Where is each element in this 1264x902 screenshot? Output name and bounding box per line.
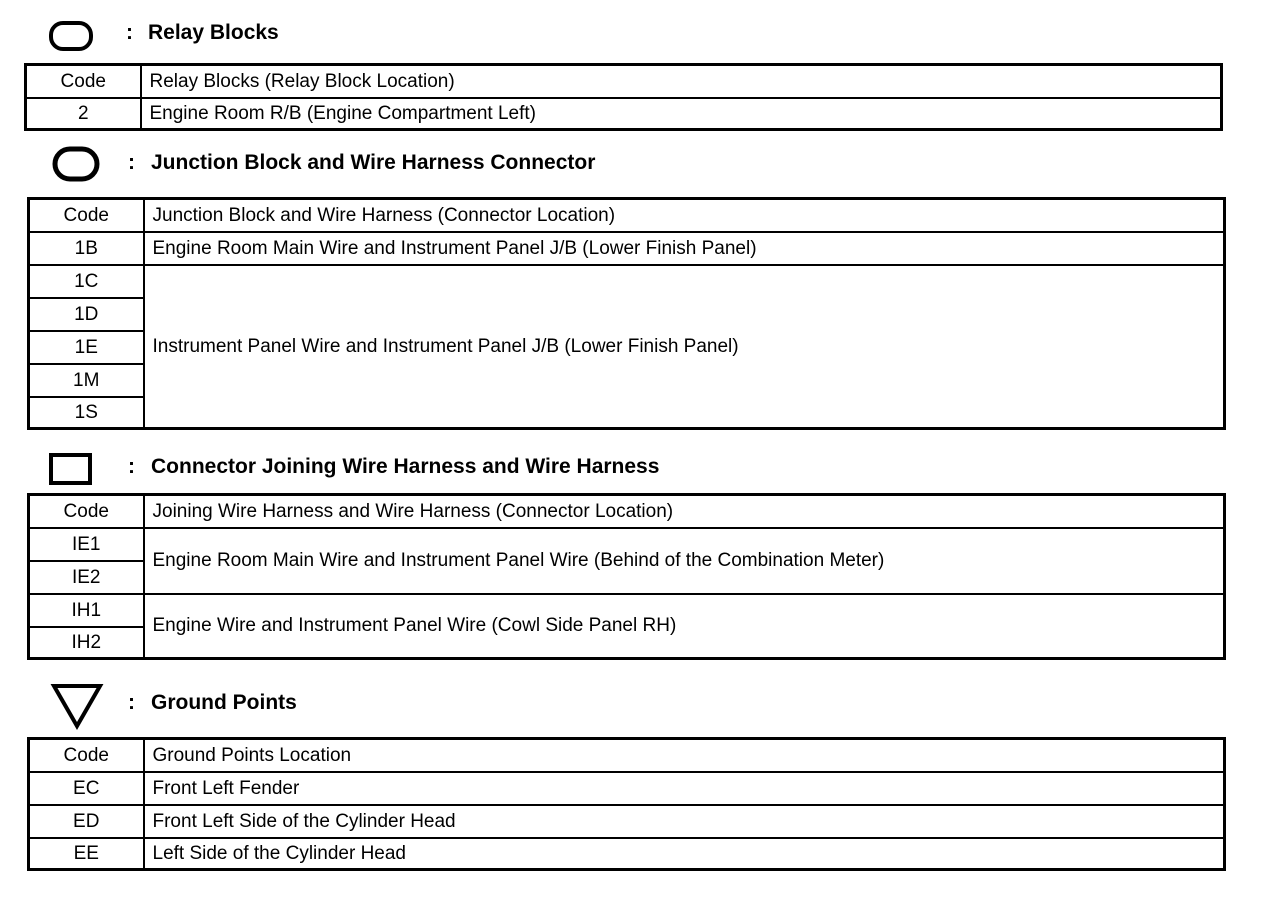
description-header: Relay Blocks (Relay Block Location) <box>141 65 1222 98</box>
code-cell: 2 <box>26 98 141 130</box>
table-row <box>29 528 1225 561</box>
section-title-junction-block: Junction Block and Wire Harness Connector <box>151 151 596 174</box>
table-row <box>29 265 1225 298</box>
code-cell: EC <box>29 772 144 805</box>
table-row <box>26 98 1222 130</box>
junction-block-table <box>27 197 1226 430</box>
code-cell: 1E <box>29 331 144 364</box>
description-cell: Engine Wire and Instrument Panel Wire (Cowl Side Panel RH) <box>144 594 1225 659</box>
description-cell: Engine Room Main Wire and Instrument Panel Wire (Behind of the Combination Meter) <box>144 528 1225 594</box>
table-row <box>29 772 1225 805</box>
code-cell: 1C <box>29 265 144 298</box>
description-cell: Front Left Fender <box>144 772 1225 805</box>
description-cell: Engine Room R/B (Engine Compartment Left) <box>141 98 1222 130</box>
code-cell: ED <box>29 805 144 838</box>
code-cell: IE1 <box>29 528 144 561</box>
code-cell: 1S <box>29 397 144 429</box>
description-cell: Front Left Side of the Cylinder Head <box>144 805 1225 838</box>
code-header: Code <box>29 495 144 528</box>
description-header: Junction Block and Wire Harness (Connector Location) <box>144 199 1225 232</box>
section-colon: : <box>128 691 135 714</box>
table-header-row <box>29 739 1225 772</box>
connector-joining-table <box>27 493 1226 660</box>
junction-block-symbol-icon <box>52 146 100 182</box>
description-header: Joining Wire Harness and Wire Harness (Connector Location) <box>144 495 1225 528</box>
section-colon: : <box>126 21 133 44</box>
ground-points-table <box>27 737 1226 871</box>
connector-symbol-icon <box>48 452 94 486</box>
description-header: Ground Points Location <box>144 739 1225 772</box>
code-cell: 1B <box>29 232 144 265</box>
table-row <box>29 232 1225 265</box>
section-colon: : <box>128 455 135 478</box>
section-title-relay-blocks: Relay Blocks <box>148 21 279 44</box>
code-cell: 1M <box>29 364 144 397</box>
code-header: Code <box>29 199 144 232</box>
table-header-row <box>26 65 1222 98</box>
code-cell: IH2 <box>29 627 144 659</box>
section-colon: : <box>128 151 135 174</box>
code-cell: IH1 <box>29 594 144 627</box>
section-title-connector-joining: Connector Joining Wire Harness and Wire Harness <box>151 455 660 478</box>
code-cell: EE <box>29 838 144 870</box>
code-cell: IE2 <box>29 561 144 594</box>
description-cell: Engine Room Main Wire and Instrument Panel J/B (Lower Finish Panel) <box>144 232 1225 265</box>
code-header: Code <box>26 65 141 98</box>
relay-block-symbol-icon <box>48 20 94 52</box>
code-cell: 1D <box>29 298 144 331</box>
description-cell: Instrument Panel Wire and Instrument Panel J/B (Lower Finish Panel) <box>144 265 1225 429</box>
code-header: Code <box>29 739 144 772</box>
table-row <box>29 594 1225 627</box>
section-title-ground-points: Ground Points <box>151 691 297 714</box>
table-header-row <box>29 199 1225 232</box>
table-row <box>29 838 1225 870</box>
table-header-row <box>29 495 1225 528</box>
relay-blocks-table <box>24 63 1223 131</box>
table-row <box>29 805 1225 838</box>
ground-point-triangle-icon <box>50 682 104 730</box>
description-cell: Left Side of the Cylinder Head <box>144 838 1225 870</box>
